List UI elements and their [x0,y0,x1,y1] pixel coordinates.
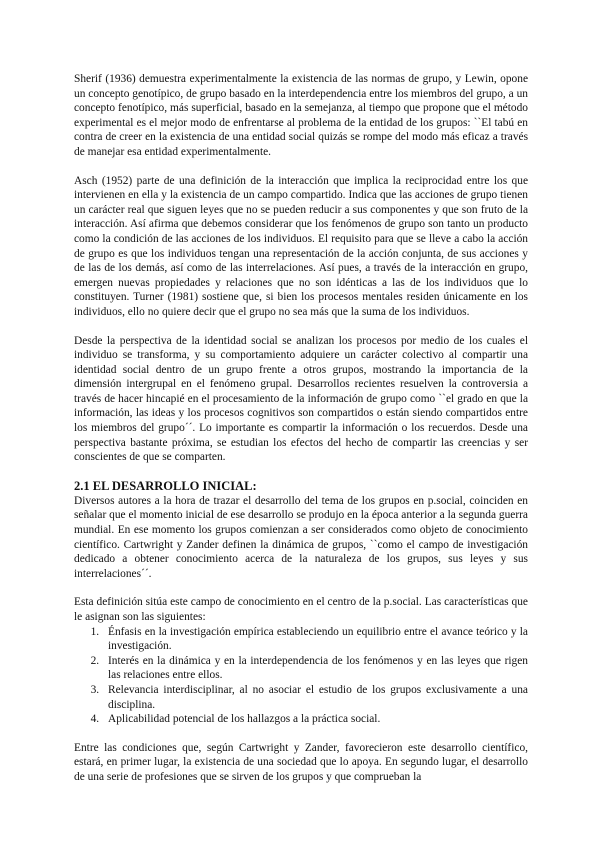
characteristics-list [74,625,528,727]
list-item: 2. Interés en la dinámica y en la interdependencia de los fenómenos y en las leyes que rigen las relaciones entre ellos. [102,654,528,683]
list-item: 1. Énfasis en la investigación empírica estableciendo un equilibrio entre el avance teórico y la investigación. [102,625,528,654]
list-item: 3. Relevancia interdisciplinar, al no asociar el estudio de los grupos exclusivamente a una disciplina. [102,683,528,712]
paragraph-definicion: Esta definición sitúa este campo de conocimiento en el centro de la p.social. Las características que le asignan son las siguientes: [74,596,528,623]
paragraph-condiciones: Entre las condiciones que, según Cartwright y Zander, favorecieron este desarrollo científico, estará, en primer lugar, la existencia de una sociedad que lo apoya. En segundo lugar, el desarrollo de una serie de profesiones que se sirven de los grupos y que comprueban la [74,741,528,783]
list-item: 4. Aplicabilidad potencial de los hallazgos a la práctica social. [102,712,528,727]
paragraph-desarrollo-inicial: Diversos autores a la hora de trazar el desarrollo del tema de los grupos en p.social, coinciden en señalar que el momento inicial de ese desarrollo se produjo en la época anterior a la segunda guerra mundial. En ese momento los grupos comienzan a ser considerados como objeto de conocimiento científico. Cartwright y Zander definen la dinámica de grupos, ``como el campo de investigación dedicado a obtener conocimiento acerca de la naturaleza de los grupos, sus leyes y sus interrelaciones´´. [74,494,528,580]
section-heading: 2.1 EL DESARROLLO INICIAL: [74,478,257,493]
paragraph-identidad-social: Desde la perspectiva de la identidad social se analizan los procesos por medio de los cuales el individuo se transforma, y su comportamiento adquiere un carácter colectivo al compartir una identidad social dentro de un grupo frente a otros grupos, mostrando la importancia de la dimensión intergrupal en el fenómeno grupal. Desarrollos recientes resuelven la controversia a través de hacer hincapié en el procesamiento de la información de grupo como ``el grado en que la información, las ideas y los procesos cognitivos son compartidos o están siendo compartidos entre los miembros del grupo´´. Lo importante es compartir la información o los recuerdos. Desde una perspectiva bastante próxima, se estudian los efectos del hecho de compartir las creencias y ser conscientes de que se comparten. [74,334,528,464]
paragraph-asch: Asch (1952) parte de una definición de la interacción que implica la reciprocidad entre los que intervienen en ella y la existencia de un campo compartido. Indica que las acciones de grupo tienen un carácter real que siguen leyes que no se pueden reducir a sus componentes y que son fruto de la interacción. Así afirma que debemos considerar que los fenómenos de grupo son tanto un producto como la condición de las acciones de los individuos. El requisito para que se lleve a cabo la acción de grupo es que los individuos tengan una representación de la acción conjunta, de sus acciones y de las de los demás, así como de las interrelaciones. Así pues, a través de la interacción en grupo, emergen nuevas propiedades y relaciones que no son idénticas a las de los individuos que lo constituyen. Turner (1981) sostiene que, si bien los procesos mentales residen únicamente en los individuos, ello no quiere decir que el grupo no sea más que la suma de los individuos. [74,174,528,318]
paragraph-sherif-lewin: Sherif (1936) demuestra experimentalmente la existencia de las normas de grupo, y Lewin, opone un concepto genotípico, de grupo basado en la interdependencia entre los miembros del grupo, a un concepto fenotípico, más superficial, basado en la semejanza, al tiempo que propone que el método experimental es el mejor modo de enfrentarse al problema de la entidad de los grupos: ``El tabú en contra de creer en la existencia de una entidad social quizás se rompe del modo más eficaz a través de manejar esa entidad experimentalmente. [74,73,528,158]
